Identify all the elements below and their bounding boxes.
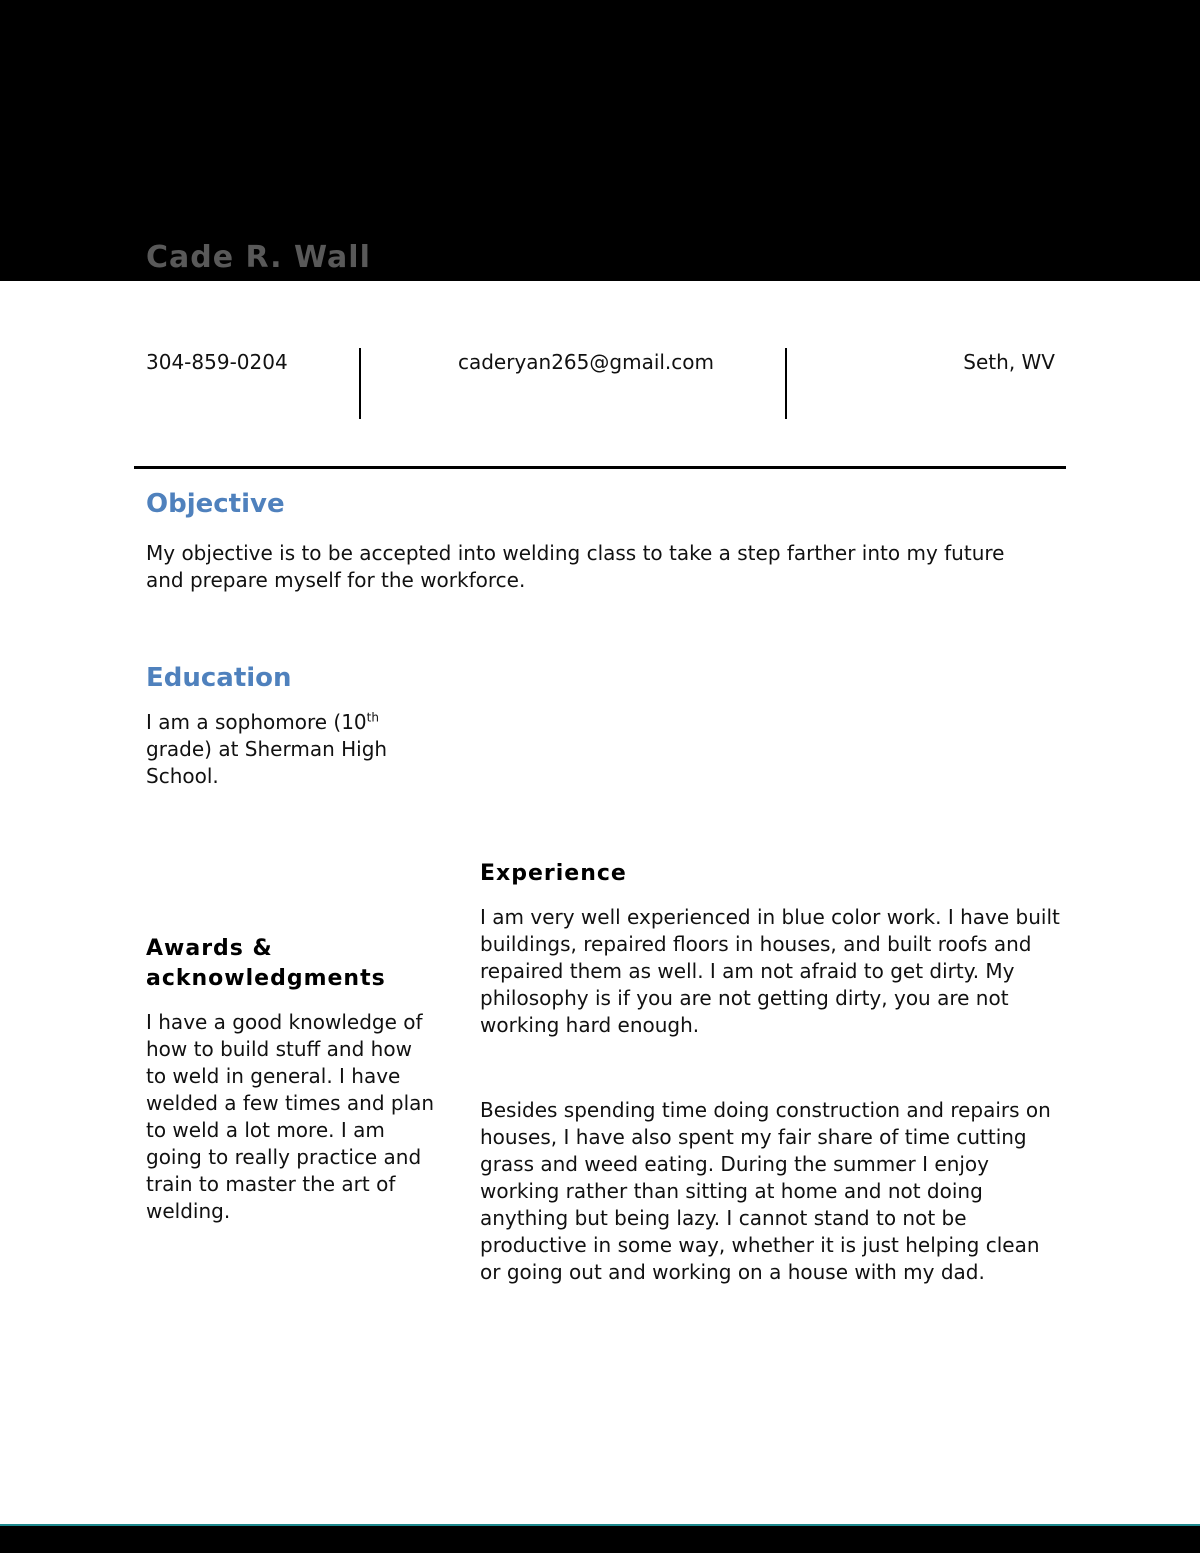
experience-paragraph: I am very well experienced in blue color work. I have built buildings, repaired floors in houses, and built roofs and repaired them as well. I am not afraid to get dirty. My philosophy is if you are not getting dirty, you are not working hard enough.	[480, 905, 1060, 1037]
experience-paragraph: Besides spending time doing construction and repairs on houses, I have also spent my fair share of time cutting grass and weed eating. During the summer I enjoy working rather than sitting at home and not doing anything but being lazy. I cannot stand to not be productive in some way, whether it is just helping clean or going out and working on a house with my dad.	[480, 1098, 1051, 1284]
experience-heading: Experience	[480, 861, 627, 886]
resume-name: Cade R. Wall	[146, 240, 371, 275]
education-text-end: grade) at Sherman High School.	[146, 737, 388, 788]
horizontal-rule	[134, 466, 1066, 469]
awards-heading: Awards & acknowledgments	[146, 936, 386, 991]
awards-text: I have a good knowledge of how to build stuff and how to weld in general. I have welded a few times and plan to weld a lot more. I am going to really practice and train to master the art of welding.	[146, 1010, 435, 1223]
footer-band	[0, 1524, 1200, 1553]
education-text-start: I am a sophomore (10	[146, 710, 367, 734]
education-heading: Education	[146, 663, 292, 693]
contact-email: caderyan265@gmail.com	[457, 350, 715, 374]
objective-heading: Objective	[146, 489, 285, 519]
contact-location: Seth, WV	[963, 350, 1055, 374]
education-superscript: th	[366, 710, 379, 725]
contact-phone: 304-859-0204	[146, 350, 288, 374]
objective-text: My objective is to be accepted into welding class to take a step farther into my future and prepare myself for the workforce.	[146, 541, 1005, 592]
contact-divider	[785, 348, 787, 419]
education-text	[146, 709, 436, 790]
contact-divider	[359, 348, 361, 419]
